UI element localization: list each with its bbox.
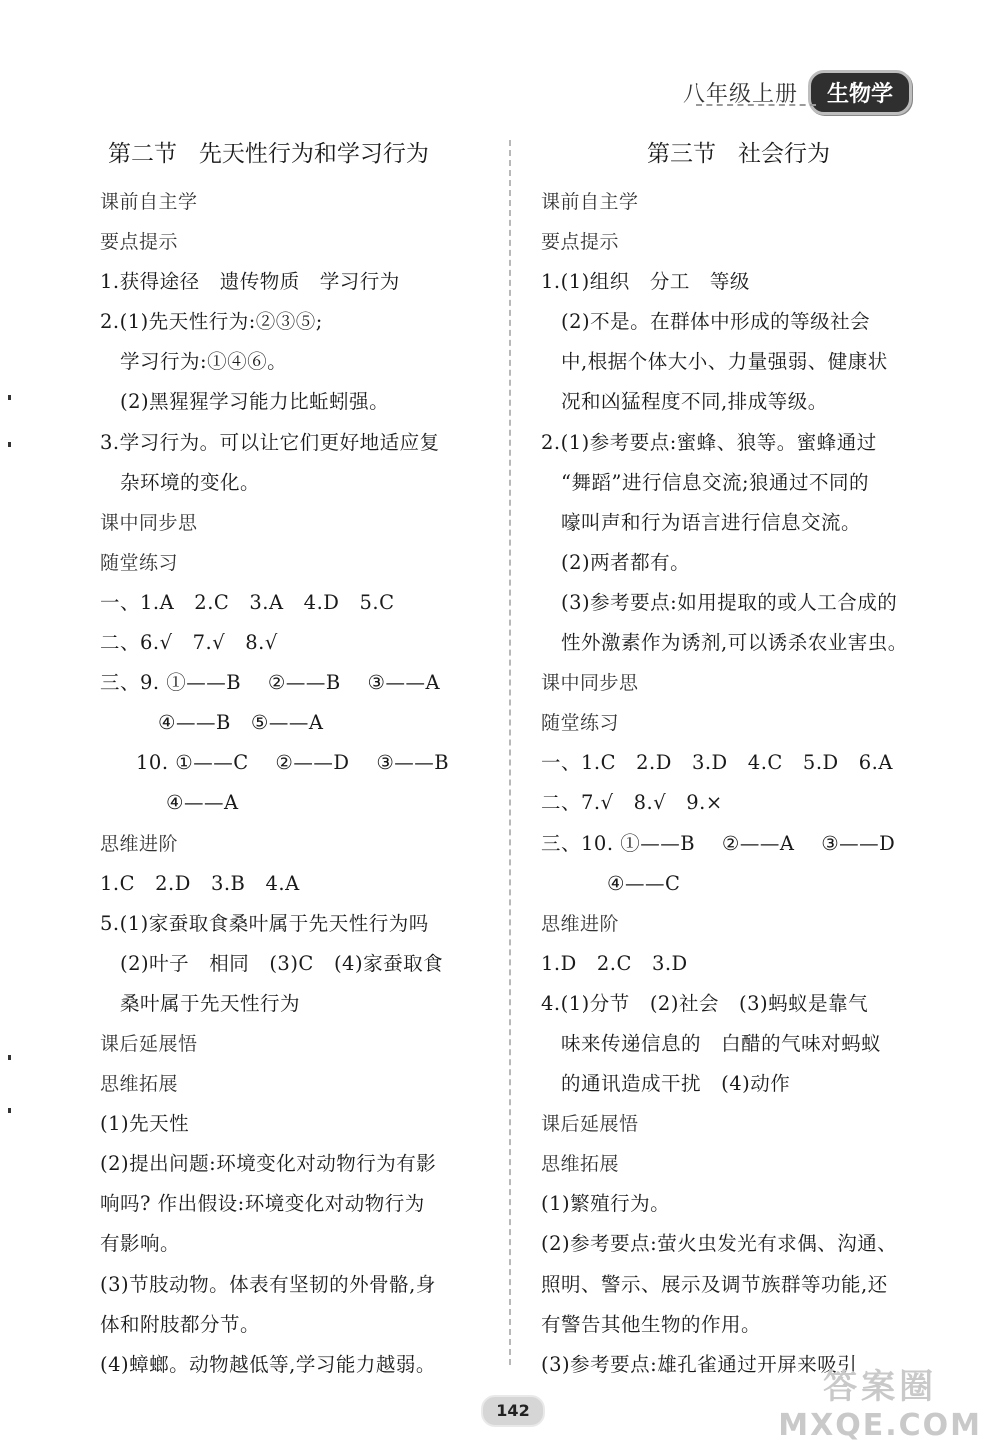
answer-line: (2)提出问题:环境变化对动物行为有影 xyxy=(100,1152,437,1176)
answer-line: 照明、警示、展示及调节族群等功能,还 xyxy=(541,1272,888,1296)
answer-line: 3.学习行为。可以让它们更好地适应复 xyxy=(100,430,440,454)
answer-line: 杂环境的变化。 xyxy=(120,470,261,494)
answer-line: (2)黑猩猩学习能力比蚯蚓强。 xyxy=(120,390,390,414)
grade-label: 八年级上册 xyxy=(682,82,798,107)
answer-line: 的通讯造成干扰 (4)动作 xyxy=(561,1072,791,1096)
answer-line: 10. ①——C ②——D ③——B xyxy=(136,751,450,775)
answer-line: 三、10. ①——B ②——A ③——D xyxy=(541,831,896,855)
answer-line: 况和凶猛程度不同,排成等级。 xyxy=(561,390,828,414)
scan-speck xyxy=(8,442,11,447)
watermark xyxy=(778,1359,982,1443)
section-heading: 思维拓展 xyxy=(541,1153,620,1176)
answer-line: 5.(1)家蚕取食桑叶属于先天性行为吗 xyxy=(100,911,429,935)
answer-line: (3)参考要点:如用提取的或人工合成的 xyxy=(561,590,898,614)
answer-line: (2)两者都有。 xyxy=(561,550,691,574)
scan-speck xyxy=(8,395,11,400)
answer-line: (2)叶子 相同 (3)C (4)家蚕取食 xyxy=(120,951,444,975)
answer-line: 二、6.√ 7.√ 8.√ xyxy=(100,631,278,655)
answer-line: 2.(1)先天性行为:②③⑤; xyxy=(100,310,323,334)
section-heading: 课中同步思 xyxy=(541,672,639,695)
section-heading: 随堂练习 xyxy=(100,551,179,574)
section-heading: 思维进阶 xyxy=(541,912,620,935)
section-heading: 思维进阶 xyxy=(100,832,179,855)
answer-line: (2)不是。在群体中形成的等级社会 xyxy=(561,310,871,334)
answer-line: (1)先天性 xyxy=(100,1112,190,1136)
answer-line: 1.D 2.C 3.D xyxy=(541,951,688,975)
answer-line: ④——A xyxy=(166,791,239,815)
answer-line: 响吗? 作出假设:环境变化对动物行为 xyxy=(100,1192,425,1216)
answer-line: 一、1.A 2.C 3.A 4.D 5.C xyxy=(100,590,395,614)
page-number: 142 xyxy=(481,1395,545,1427)
section-heading: 课前自主学 xyxy=(541,191,639,213)
answer-line: (1)繁殖行为。 xyxy=(541,1192,671,1216)
answer-line: 1.C 2.D 3.B 4.A xyxy=(100,871,300,895)
page-header xyxy=(683,70,912,115)
answer-line: ④——B ⑤——A xyxy=(158,711,324,735)
answer-line: ④——C xyxy=(607,871,681,895)
answer-line: 1.(1)组织 分工 等级 xyxy=(541,270,750,294)
answer-line: 三、9. ①——B ②——B ③——A xyxy=(100,671,441,695)
answer-line: 2.(1)参考要点:蜜蜂、狼等。蜜蜂通过 xyxy=(541,430,877,454)
answer-line: 性外激素作为诱剂,可以诱杀农业害虫。 xyxy=(561,631,908,655)
left-column xyxy=(100,132,495,1385)
answer-line: 中,根据个体大小、力量强弱、健康状 xyxy=(561,350,888,374)
section-title: 第二节 先天性行为和学习行为 xyxy=(108,141,429,167)
column-divider xyxy=(509,140,511,1365)
scan-speck xyxy=(8,1108,11,1113)
answer-line: 有警告其他生物的作用。 xyxy=(541,1312,762,1336)
section-title: 第三节 社会行为 xyxy=(647,141,830,167)
answer-line: (3)节肢动物。体表有坚韧的外骨骼,身 xyxy=(100,1272,436,1296)
answer-line: (3)参考要点:雄孔雀通过开屏来吸引 xyxy=(541,1352,858,1376)
watermark-logo-text: 答案圈 xyxy=(823,1367,938,1407)
section-heading: 课中同步思 xyxy=(100,511,198,534)
answer-line: “舞蹈”进行信息交流;狼通过不同的 xyxy=(561,470,870,494)
answer-lines xyxy=(100,182,495,1385)
section-heading: 要点提示 xyxy=(541,231,620,254)
section-heading: 随堂练习 xyxy=(541,712,620,735)
section-heading: 思维拓展 xyxy=(100,1073,179,1096)
answer-lines xyxy=(541,182,936,1385)
right-column xyxy=(541,132,936,1385)
answer-line: 体和附肢都分节。 xyxy=(100,1312,261,1336)
answer-line: 二、7.√ 8.√ 9.× xyxy=(541,791,723,815)
answer-line: 1.获得途径 遗传物质 学习行为 xyxy=(100,270,400,294)
scan-speck xyxy=(8,1055,11,1060)
answer-line: 4.(1)分节 (2)社会 (3)蚂蚁是靠气 xyxy=(541,991,869,1015)
watermark-url: MXQE.COM xyxy=(778,1408,982,1443)
answer-line: 味来传递信息的 白醋的气味对蚂蚁 xyxy=(561,1031,882,1055)
answer-line: 有影响。 xyxy=(100,1232,181,1256)
header-divider xyxy=(696,104,816,106)
answer-line: 学习行为:①④⑥。 xyxy=(120,350,288,374)
answer-line: 嚎叫声和行为语言进行信息交流。 xyxy=(561,510,862,534)
section-heading: 课后延展悟 xyxy=(541,1113,639,1136)
subject-badge: 生物学 xyxy=(808,70,912,115)
answer-line: 桑叶属于先天性行为 xyxy=(120,991,301,1015)
section-heading: 课前自主学 xyxy=(100,191,198,213)
section-heading: 课后延展悟 xyxy=(100,1032,198,1055)
section-heading: 要点提示 xyxy=(100,231,179,254)
answer-line: 一、1.C 2.D 3.D 4.C 5.D 6.A xyxy=(541,751,893,775)
answer-line: (4)蟑螂。动物越低等,学习能力越弱。 xyxy=(100,1352,436,1376)
answer-line: (2)参考要点:萤火虫发光有求偶、沟通、 xyxy=(541,1232,898,1256)
